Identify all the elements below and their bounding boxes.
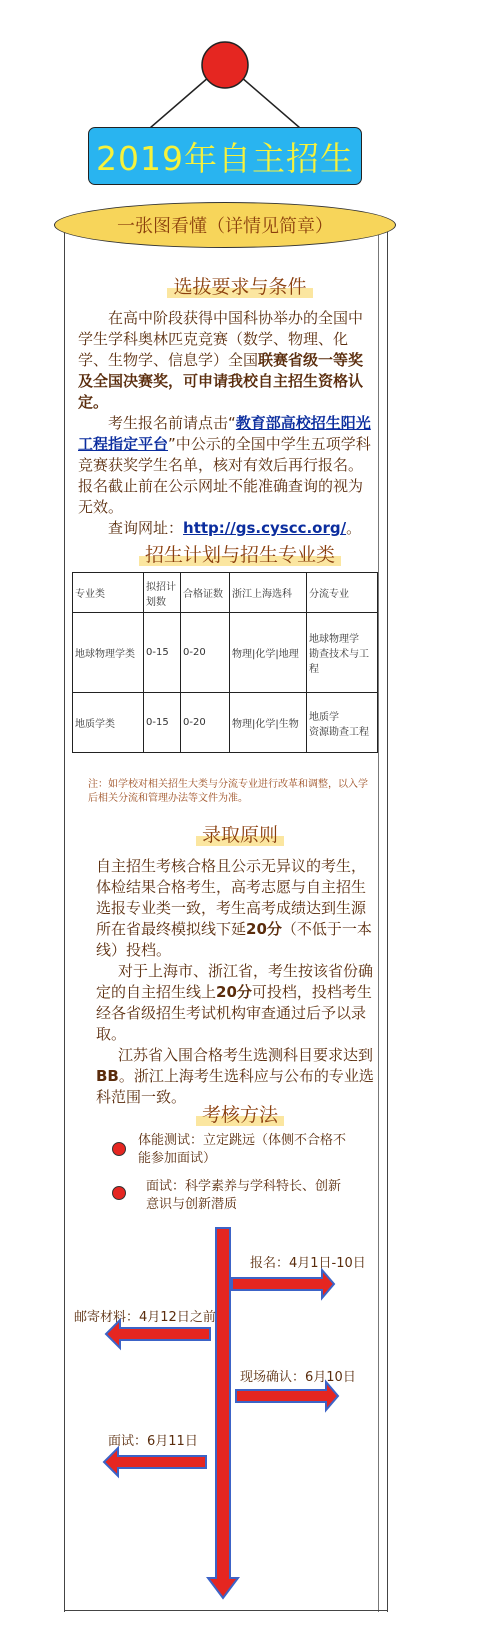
bullet-dot-icon [112,1186,126,1200]
scroll-bottom [64,1610,388,1615]
table-cell [307,693,378,753]
query-url-link[interactable]: http://gs.cyscc.org/ [183,519,347,537]
table-cell: 物理|化学|地理 [230,613,307,693]
table-header: 分流专业 [307,573,378,613]
table-cell: 0-15 [144,613,181,693]
title-box [88,127,362,185]
timeline-label-confirmation: 现场确认：6月10日 [240,1370,356,1385]
timeline-arrow-right [232,1270,334,1298]
admission-text [96,856,378,1108]
admission-p2-bold: 20分 [216,983,252,1001]
table-cell: 0-15 [144,693,181,753]
timeline-arrows [0,1220,480,1610]
page-title: 2019年自主招生 [96,138,354,178]
section-title-assessment: 考核方法 [0,1100,480,1127]
section-title-admission: 录取原则 [0,820,480,847]
timeline-label-mailing: 邮寄材料：4月12日之前 [74,1310,216,1325]
admission-p1-bold: 20分 [246,920,282,938]
table-cell: 0-20 [181,693,230,753]
admission-p1-tail: （不低于一本线）投档。 [96,920,372,959]
admission-p3: 江苏省入围合格考生选测科目要求达到 [118,1046,374,1064]
requirements-p1-tail: ，可申请我校自主招生资格认定。 [78,372,364,411]
section-title-plan: 招生计划与招生专业类 [0,540,480,567]
timeline-arrow-left [104,1448,206,1476]
table-cell: 地球物理学类 [73,613,144,693]
requirements-p2: 考生报名前请点击“ [108,414,236,432]
table-header: 拟招计划数 [144,573,181,613]
requirements-p1: 在高中阶段获得中国科协举办的全国中学生学科奥林匹克竞赛（数学、物理、化学、生物学、信息学）全国 [78,309,364,369]
timeline-label-interview: 面试：6月11日 [108,1434,198,1449]
assessment-item: 面试：科学素养与学科特长、创新 意识与创新潜质 [146,1179,342,1212]
table-header: 浙江上海选科 [230,573,307,613]
query-url-label: 查询网址： [108,519,184,537]
platform-link[interactable]: 教育部高校招生阳光工程指定平台 [78,414,371,453]
section-title-requirements: 选拔要求与条件 [0,272,480,299]
bullet-dot-icon [112,1142,126,1156]
banner [54,202,396,248]
table-cell-line: 地球物理学 [309,634,359,645]
admission-p3-tail: 。浙江上海考生选科应与公布的专业选科范围一致。 [96,1067,374,1106]
admission-p1: 自主招生考核合格且公示无异议的考生，体检结果合格考生，高考志愿与自主招生选报专业类一致，考生高考成绩达到生源所在省最终模拟线下延 [96,857,367,938]
plan-table [72,572,378,753]
table-header: 专业类 [73,573,144,613]
table-row [73,693,378,753]
table-cell-line: 资源勘查工程 [309,726,369,738]
query-url-end: 。 [346,519,362,537]
table-cell: 物理|化学|生物 [230,693,307,753]
banner-text: 一张图看懂（详情见简章） [117,216,333,237]
assessment-item: 体能测试：立定跳远（体侧不合格不能参加面试） [138,1133,347,1166]
table-cell-line: 地质学 [309,711,339,723]
admission-p3-bold: BB [96,1067,119,1085]
requirements-p1-bold: 联赛省级一等奖及全国决赛奖 [78,351,364,390]
timeline-label-registration: 报名：4月1日-10日 [250,1256,366,1271]
admission-p2: 对于上海市、浙江省，考生按该省份确定的自主招生线上 [96,962,374,1001]
table-header: 合格证数 [181,573,230,613]
requirements-text [78,308,374,539]
table-header-row [73,573,378,613]
requirements-p2-tail: ”中公示的全国中学生五项学科竞赛获奖学生名单，核对有效后再行报名。报名截止前在公示网址不能准确查询的视为无效。 [78,435,371,516]
table-cell: 0-20 [181,613,230,693]
table-cell: 地质学类 [73,693,144,753]
table-cell [307,613,378,693]
timeline-arrow-right [236,1382,338,1410]
admission-p2-tail: 可投档，投档考生经各省级招生考试机构审查通过后予以录取。 [96,983,372,1043]
plan-note: 注：如学校对相关招生大类与分流专业进行改革和调整，以入学后相关分流和管理办法等文件为准。 [88,779,368,804]
table-cell-line: 勘查技术与工程 [309,649,369,675]
table-row [73,613,378,693]
